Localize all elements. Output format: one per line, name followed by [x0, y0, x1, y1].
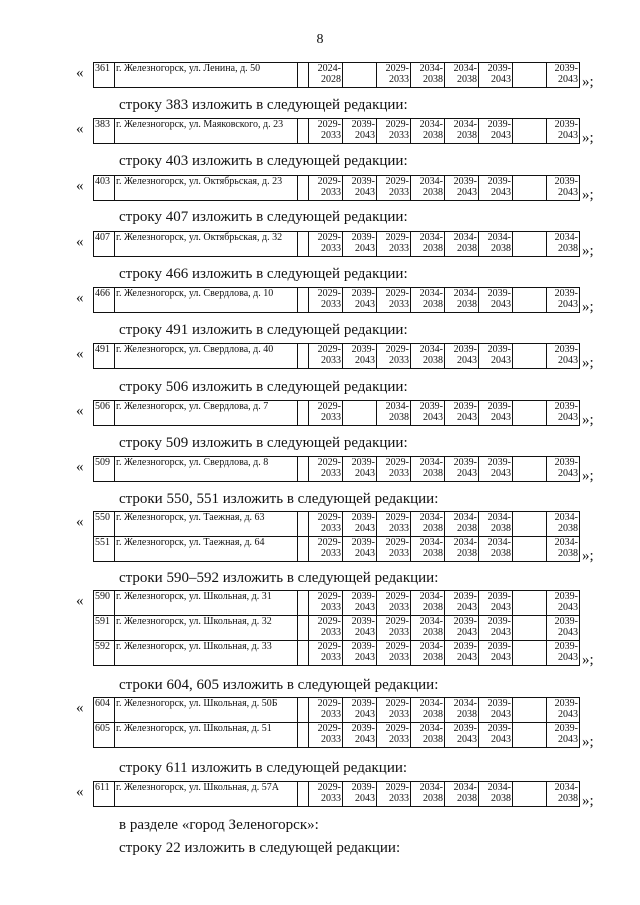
closing-quote: »; [582, 652, 594, 668]
period-cell: 2039- 2043 [343, 457, 377, 482]
period-cell: 2039- 2043 [547, 176, 580, 201]
period-cell: 2029- 2033 [309, 782, 343, 807]
empty-cell [298, 512, 309, 537]
opening-quote: « [76, 403, 84, 419]
period-cell: 2034- 2038 [547, 232, 580, 257]
period-cell: 2034- 2038 [445, 232, 479, 257]
period-cell: 2029- 2033 [377, 723, 411, 748]
schedule-table [93, 781, 580, 807]
schedule-table [93, 287, 580, 313]
period-cell: 2039- 2043 [547, 723, 580, 748]
period-cell: 2029- 2033 [377, 537, 411, 562]
address-cell: г. Железногорск, ул. Школьная, д. 50Б [115, 698, 298, 723]
period-cell: 2039- 2043 [479, 288, 513, 313]
period-cell: 2039- 2043 [343, 288, 377, 313]
amended-row-block [76, 118, 616, 147]
address-cell: г. Железногорск, ул. Свердлова, д. 8 [115, 457, 298, 482]
empty-cell [513, 616, 547, 641]
period-cell: 2039- 2043 [343, 641, 377, 666]
period-cell: 2039- 2043 [547, 698, 580, 723]
closing-quote: »; [582, 299, 594, 315]
schedule-table [93, 400, 580, 426]
period-cell: 2029- 2033 [309, 698, 343, 723]
instruction-heading: строку 383 изложить в следующей редакции: [119, 97, 408, 113]
period-cell: 2034- 2038 [445, 782, 479, 807]
instruction-heading: строку 491 изложить в следующей редакции: [119, 322, 408, 338]
table-row [94, 288, 580, 313]
opening-quote: « [76, 784, 84, 800]
opening-quote: « [76, 234, 84, 250]
table-row [94, 641, 580, 666]
table-row [94, 782, 580, 807]
opening-quote: « [76, 121, 84, 137]
period-cell: 2029- 2033 [377, 344, 411, 369]
period-cell: 2034- 2038 [411, 119, 445, 144]
page-number: 8 [316, 32, 324, 47]
empty-cell [298, 591, 309, 616]
schedule-table [93, 62, 580, 88]
closing-quote: »; [582, 74, 594, 90]
instruction-heading: строки 590–592 изложить в следующей редакции: [119, 570, 439, 586]
instruction-heading: строки 604, 605 изложить в следующей редакции: [119, 677, 439, 693]
period-cell: 2039- 2043 [343, 698, 377, 723]
address-cell: г. Железногорск, ул. Школьная, д. 33 [115, 641, 298, 666]
address-cell: г. Железногорск, ул. Свердлова, д. 40 [115, 344, 298, 369]
table-row [94, 616, 580, 641]
schedule-table [93, 175, 580, 201]
opening-quote: « [76, 459, 84, 475]
period-cell: 2039- 2043 [479, 344, 513, 369]
table-row [94, 63, 580, 88]
table-row [94, 512, 580, 537]
empty-cell [298, 641, 309, 666]
empty-cell [298, 288, 309, 313]
period-cell: 2039- 2043 [547, 457, 580, 482]
period-cell: 2034- 2038 [377, 401, 411, 426]
schedule-table [93, 231, 580, 257]
row-number-cell: 605 [94, 723, 115, 748]
period-cell: 2039- 2043 [479, 119, 513, 144]
instruction-heading: строку 611 изложить в следующей редакции: [119, 760, 408, 776]
empty-cell [298, 344, 309, 369]
closing-quote: »; [582, 793, 594, 809]
period-cell: 2034- 2038 [411, 288, 445, 313]
instruction-heading: строку 407 изложить в следующей редакции: [119, 209, 408, 225]
row-number-cell: 403 [94, 176, 115, 201]
amended-row-block [76, 287, 616, 316]
period-cell: 2039- 2043 [479, 401, 513, 426]
period-cell: 2039- 2043 [445, 616, 479, 641]
period-cell: 2034- 2038 [411, 176, 445, 201]
period-cell: 2034- 2038 [479, 782, 513, 807]
period-cell: 2034- 2038 [411, 698, 445, 723]
instruction-line: строку 22 изложить в следующей редакции: [119, 840, 401, 856]
period-cell: 2029- 2033 [377, 698, 411, 723]
period-cell: 2039- 2043 [479, 591, 513, 616]
period-cell: 2039- 2043 [479, 457, 513, 482]
period-cell: 2039- 2043 [547, 401, 580, 426]
period-cell: 2039- 2043 [445, 723, 479, 748]
row-number-cell: 491 [94, 344, 115, 369]
period-cell: 2039- 2043 [445, 641, 479, 666]
period-cell: 2034- 2038 [445, 537, 479, 562]
row-number-cell: 407 [94, 232, 115, 257]
period-cell: 2034- 2038 [411, 232, 445, 257]
opening-quote: « [76, 346, 84, 362]
period-cell: 2029- 2033 [309, 176, 343, 201]
empty-cell [298, 457, 309, 482]
period-cell: 2034- 2038 [445, 119, 479, 144]
opening-quote: « [76, 178, 84, 194]
section-note: в разделе «город Зеленогорск»: [119, 817, 319, 833]
period-cell: 2034- 2038 [411, 782, 445, 807]
period-cell: 2029- 2033 [309, 723, 343, 748]
empty-cell [513, 723, 547, 748]
amended-row-block [76, 456, 616, 485]
address-cell: г. Железногорск, ул. Свердлова, д. 10 [115, 288, 298, 313]
empty-cell [513, 512, 547, 537]
table-row [94, 119, 580, 144]
period-cell: 2039- 2043 [547, 641, 580, 666]
closing-quote: »; [582, 187, 594, 203]
amended-row-block [76, 697, 616, 751]
instruction-heading: строку 466 изложить в следующей редакции: [119, 266, 408, 282]
period-cell: 2039- 2043 [547, 344, 580, 369]
period-cell: 2034- 2038 [411, 723, 445, 748]
empty-cell [298, 119, 309, 144]
period-cell: 2039- 2043 [343, 723, 377, 748]
period-cell: 2039- 2043 [343, 537, 377, 562]
schedule-table [93, 697, 580, 748]
address-cell: г. Железногорск, ул. Маяковского, д. 23 [115, 119, 298, 144]
empty-cell [513, 401, 547, 426]
address-cell: г. Железногорск, ул. Ленина, д. 50 [115, 63, 298, 88]
address-cell: г. Железногорск, ул. Таежная, д. 64 [115, 537, 298, 562]
address-cell: г. Железногорск, ул. Школьная, д. 31 [115, 591, 298, 616]
row-number-cell: 509 [94, 457, 115, 482]
amended-row-block [76, 175, 616, 204]
empty-cell [298, 723, 309, 748]
period-cell: 2029- 2033 [309, 288, 343, 313]
opening-quote: « [76, 700, 84, 716]
schedule-table [93, 343, 580, 369]
period-cell: 2034- 2038 [411, 344, 445, 369]
period-cell [343, 63, 377, 88]
amended-row-block [76, 511, 616, 565]
closing-quote: »; [582, 355, 594, 371]
instruction-heading: строку 506 изложить в следующей редакции: [119, 379, 408, 395]
row-number-cell: 383 [94, 119, 115, 144]
empty-cell [513, 344, 547, 369]
period-cell [343, 401, 377, 426]
period-cell: 2029- 2033 [309, 512, 343, 537]
period-cell: 2039- 2043 [343, 591, 377, 616]
period-cell: 2034- 2038 [411, 512, 445, 537]
address-cell: г. Железногорск, ул. Октябрьская, д. 32 [115, 232, 298, 257]
table-row [94, 537, 580, 562]
empty-cell [513, 698, 547, 723]
table-row [94, 591, 580, 616]
closing-quote: »; [582, 412, 594, 428]
table-row [94, 401, 580, 426]
period-cell: 2039- 2043 [343, 176, 377, 201]
period-cell: 2034- 2038 [411, 63, 445, 88]
amended-row-block [76, 590, 616, 669]
row-number-cell: 466 [94, 288, 115, 313]
row-number-cell: 361 [94, 63, 115, 88]
empty-cell [513, 119, 547, 144]
opening-quote: « [76, 290, 84, 306]
schedule-table [93, 511, 580, 562]
period-cell: 2029- 2033 [377, 288, 411, 313]
empty-cell [298, 176, 309, 201]
period-cell: 2039- 2043 [547, 591, 580, 616]
row-number-cell: 592 [94, 641, 115, 666]
table-row [94, 457, 580, 482]
empty-cell [298, 537, 309, 562]
closing-quote: »; [582, 130, 594, 146]
address-cell: г. Железногорск, ул. Школьная, д. 51 [115, 723, 298, 748]
period-cell: 2029- 2033 [309, 457, 343, 482]
instruction-heading: строку 509 изложить в следующей редакции: [119, 435, 408, 451]
row-number-cell: 590 [94, 591, 115, 616]
period-cell: 2034- 2038 [445, 63, 479, 88]
period-cell: 2039- 2043 [479, 176, 513, 201]
empty-cell [298, 401, 309, 426]
empty-cell [513, 591, 547, 616]
period-cell: 2039- 2043 [343, 512, 377, 537]
period-cell: 2034- 2038 [411, 591, 445, 616]
address-cell: г. Железногорск, ул. Школьная, д. 32 [115, 616, 298, 641]
empty-cell [513, 537, 547, 562]
period-cell: 2029- 2033 [377, 616, 411, 641]
period-cell: 2029- 2033 [309, 232, 343, 257]
period-cell: 2039- 2043 [547, 63, 580, 88]
row-number-cell: 506 [94, 401, 115, 426]
period-cell: 2039- 2043 [445, 591, 479, 616]
empty-cell [513, 232, 547, 257]
period-cell: 2039- 2043 [411, 401, 445, 426]
period-cell: 2034- 2038 [411, 537, 445, 562]
period-cell: 2034- 2038 [411, 641, 445, 666]
period-cell: 2029- 2033 [309, 616, 343, 641]
period-cell: 2029- 2033 [377, 457, 411, 482]
instruction-heading: строки 550, 551 изложить в следующей редакции: [119, 491, 439, 507]
row-number-cell: 591 [94, 616, 115, 641]
period-cell: 2029- 2033 [377, 63, 411, 88]
amended-row-block [76, 400, 616, 429]
amended-row-block [76, 62, 616, 91]
period-cell: 2034- 2038 [445, 288, 479, 313]
period-cell: 2029- 2033 [377, 176, 411, 201]
period-cell: 2039- 2043 [445, 344, 479, 369]
opening-quote: « [76, 593, 84, 609]
table-row [94, 698, 580, 723]
row-number-cell: 611 [94, 782, 115, 807]
period-cell: 2034- 2038 [547, 537, 580, 562]
schedule-table [93, 590, 580, 666]
period-cell: 2039- 2043 [479, 723, 513, 748]
opening-quote: « [76, 514, 84, 530]
empty-cell [298, 782, 309, 807]
period-cell: 2029- 2033 [377, 641, 411, 666]
period-cell: 2039- 2043 [445, 401, 479, 426]
row-number-cell: 550 [94, 512, 115, 537]
period-cell: 2029- 2033 [377, 512, 411, 537]
period-cell: 2034- 2038 [479, 232, 513, 257]
table-row [94, 232, 580, 257]
period-cell: 2029- 2033 [309, 119, 343, 144]
address-cell: г. Железногорск, ул. Свердлова, д. 7 [115, 401, 298, 426]
empty-cell [513, 288, 547, 313]
schedule-table [93, 118, 580, 144]
period-cell: 2039- 2043 [547, 616, 580, 641]
period-cell: 2039- 2043 [479, 641, 513, 666]
period-cell: 2029- 2033 [309, 591, 343, 616]
closing-quote: »; [582, 548, 594, 564]
period-cell: 2029- 2033 [309, 537, 343, 562]
period-cell: 2024- 2028 [309, 63, 343, 88]
period-cell: 2034- 2038 [547, 512, 580, 537]
address-cell: г. Железногорск, ул. Таежная, д. 63 [115, 512, 298, 537]
table-row [94, 176, 580, 201]
period-cell: 2039- 2043 [445, 176, 479, 201]
period-cell: 2034- 2038 [479, 512, 513, 537]
amended-row-block [76, 231, 616, 260]
row-number-cell: 604 [94, 698, 115, 723]
table-row [94, 723, 580, 748]
table-row [94, 344, 580, 369]
period-cell: 2029- 2033 [309, 401, 343, 426]
schedule-table [93, 456, 580, 482]
empty-cell [298, 232, 309, 257]
address-cell: г. Железногорск, ул. Школьная, д. 57А [115, 782, 298, 807]
instruction-heading: строку 403 изложить в следующей редакции: [119, 153, 408, 169]
opening-quote: « [76, 65, 84, 81]
period-cell: 2034- 2038 [479, 537, 513, 562]
empty-cell [298, 63, 309, 88]
period-cell: 2029- 2033 [309, 344, 343, 369]
period-cell: 2029- 2033 [309, 641, 343, 666]
period-cell: 2029- 2033 [377, 232, 411, 257]
address-cell: г. Железногорск, ул. Октябрьская, д. 23 [115, 176, 298, 201]
empty-cell [513, 63, 547, 88]
period-cell: 2034- 2038 [547, 782, 580, 807]
period-cell: 2029- 2033 [377, 119, 411, 144]
period-cell: 2039- 2043 [343, 119, 377, 144]
period-cell: 2029- 2033 [377, 782, 411, 807]
empty-cell [513, 176, 547, 201]
row-number-cell: 551 [94, 537, 115, 562]
amended-row-block [76, 781, 616, 810]
empty-cell [513, 782, 547, 807]
period-cell: 2039- 2043 [343, 344, 377, 369]
period-cell: 2029- 2033 [377, 591, 411, 616]
closing-quote: »; [582, 243, 594, 259]
period-cell: 2039- 2043 [445, 457, 479, 482]
period-cell: 2039- 2043 [479, 63, 513, 88]
amended-row-block [76, 343, 616, 372]
empty-cell [298, 698, 309, 723]
period-cell: 2034- 2038 [411, 616, 445, 641]
closing-quote: »; [582, 468, 594, 484]
empty-cell [298, 616, 309, 641]
period-cell: 2039- 2043 [343, 782, 377, 807]
period-cell: 2039- 2043 [547, 288, 580, 313]
period-cell: 2039- 2043 [547, 119, 580, 144]
period-cell: 2034- 2038 [445, 512, 479, 537]
period-cell: 2034- 2038 [411, 457, 445, 482]
empty-cell [513, 641, 547, 666]
period-cell: 2039- 2043 [343, 232, 377, 257]
period-cell: 2039- 2043 [343, 616, 377, 641]
period-cell: 2034- 2038 [445, 698, 479, 723]
empty-cell [513, 457, 547, 482]
period-cell: 2039- 2043 [479, 616, 513, 641]
period-cell: 2039- 2043 [479, 698, 513, 723]
closing-quote: »; [582, 734, 594, 750]
